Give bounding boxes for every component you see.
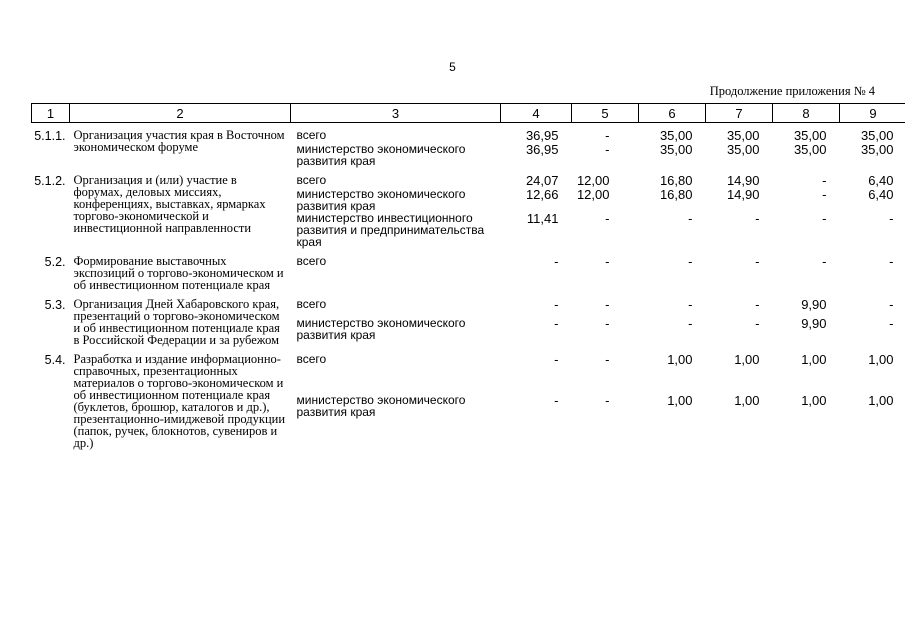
value-cell: 1,00 [868, 352, 894, 367]
value-cell: 35,00 [659, 142, 693, 157]
value-cell: 1,00 [734, 352, 760, 367]
value-cell: 35,00 [860, 142, 894, 157]
value-cell: 1,00 [734, 393, 760, 409]
column-header: 5 [572, 104, 639, 123]
column-header: 4 [501, 104, 572, 123]
value-cell: - [822, 173, 827, 188]
table-row [32, 167, 905, 188]
value-cell: - [688, 254, 693, 269]
item-number: 5.1.1. [34, 129, 66, 143]
value-cell: - [755, 297, 760, 312]
column-header: 2 [70, 104, 291, 123]
item-name: Организация Дней Хабаровского края, презентаций о торгово-экономическом и об инвестиционном потенциале края в Российской Федерации и за рубежом [73, 297, 280, 347]
value-cell: 1,00 [801, 352, 827, 367]
value-cell: - [688, 297, 693, 312]
funding-source: всего [296, 352, 327, 366]
page-number: 5 [449, 60, 456, 74]
value-cell: 35,00 [726, 142, 760, 157]
value-cell: 12,66 [525, 187, 559, 202]
funding-source: министерство экономического развития края [296, 393, 466, 420]
value-cell: 14,90 [726, 187, 760, 202]
value-cell: - [889, 315, 894, 331]
column-header: 7 [706, 104, 773, 123]
value-cell: - [605, 128, 610, 143]
value-cell: - [755, 254, 760, 269]
column-header: 1 [32, 104, 70, 123]
value-cell: - [822, 254, 827, 269]
funding-source: министерство инвестиционного развития и предпринимательства края [296, 211, 485, 249]
item-name: Организация и (или) участие в форумах, деловых миссиях, конференциях, выставках, ярмарках торгово-экономической и инвестиционной направленности [73, 173, 266, 235]
value-cell: 35,00 [793, 128, 827, 143]
item-name: Организация участия края в Восточном экономическом форуме [73, 128, 285, 154]
value-cell: - [605, 315, 610, 331]
value-cell: 36,95 [525, 142, 559, 157]
value-cell: - [889, 254, 894, 269]
value-cell: - [554, 297, 559, 312]
value-cell: 1,00 [667, 352, 693, 367]
value-cell: - [889, 211, 894, 226]
value-cell: 35,00 [726, 128, 760, 143]
column-header: 8 [773, 104, 840, 123]
value-cell: 24,07 [525, 173, 559, 188]
value-cell: - [554, 254, 559, 269]
funding-source: всего [296, 297, 327, 311]
value-cell: - [605, 297, 610, 312]
value-cell: - [688, 211, 693, 226]
funding-source: министерство экономического развития края [296, 142, 466, 168]
value-cell: 6,40 [868, 173, 894, 188]
value-cell: 9,90 [801, 297, 827, 312]
value-cell: - [822, 211, 827, 226]
funding-source: всего [296, 254, 327, 268]
value-cell: 14,90 [726, 173, 760, 188]
appendix-note: Продолжение приложения № 4 [709, 84, 875, 98]
value-cell: 35,00 [659, 128, 693, 143]
funding-source: министерство экономического развития края [296, 315, 466, 342]
column-header: 9 [840, 104, 905, 123]
value-cell: - [554, 315, 559, 331]
value-cell: 1,00 [801, 393, 827, 409]
value-cell: - [889, 297, 894, 312]
value-cell: - [755, 211, 760, 226]
value-cell: 35,00 [860, 128, 894, 143]
value-cell: 12,00 [576, 187, 610, 202]
value-cell: - [688, 315, 693, 331]
header-row [32, 104, 905, 123]
value-cell: - [554, 393, 559, 409]
item-number: 5.1.2. [34, 174, 66, 188]
column-header: 6 [639, 104, 706, 123]
item-name: Формирование выставочных экспозиций о торгово-экономическом и об инвестиционном потенциале края [73, 254, 284, 292]
column-header: 3 [291, 104, 501, 123]
funding-source: министерство экономического развития края [296, 187, 466, 213]
value-cell: 36,95 [525, 128, 559, 143]
value-cell: - [605, 211, 610, 226]
item-number: 5.2. [44, 255, 66, 269]
table-row [32, 248, 905, 291]
table-row [32, 346, 905, 394]
program-table [31, 103, 905, 449]
value-cell: 11,41 [526, 211, 559, 226]
table-row [32, 291, 905, 317]
value-cell: 1,00 [667, 393, 693, 409]
value-cell: 16,80 [659, 187, 693, 202]
value-cell: - [554, 352, 559, 367]
value-cell: 16,80 [659, 173, 693, 188]
item-name: Разработка и издание информационно-справочных, презентационных материалов о торгово-экономическом и об инвестиционном потенциале края (буклетов, брошюр, каталогов и др.), презентационно-имиджевой продукции (папок, ручек, блокнотов, сувениров и др.) [73, 352, 286, 450]
value-cell: - [755, 315, 760, 331]
value-cell: 9,90 [801, 315, 827, 331]
value-cell: - [605, 393, 610, 409]
value-cell: 35,00 [793, 142, 827, 157]
value-cell: 12,00 [576, 173, 610, 188]
value-cell: - [605, 254, 610, 269]
item-number: 5.4. [44, 353, 66, 367]
value-cell: - [605, 352, 610, 367]
value-cell: 1,00 [868, 393, 894, 409]
table-row [32, 123, 905, 144]
funding-source: всего [296, 128, 327, 142]
value-cell: - [605, 142, 610, 157]
item-number: 5.3. [44, 298, 66, 312]
funding-source: всего [296, 173, 327, 187]
value-cell: - [822, 187, 827, 202]
value-cell: 6,40 [868, 187, 894, 202]
